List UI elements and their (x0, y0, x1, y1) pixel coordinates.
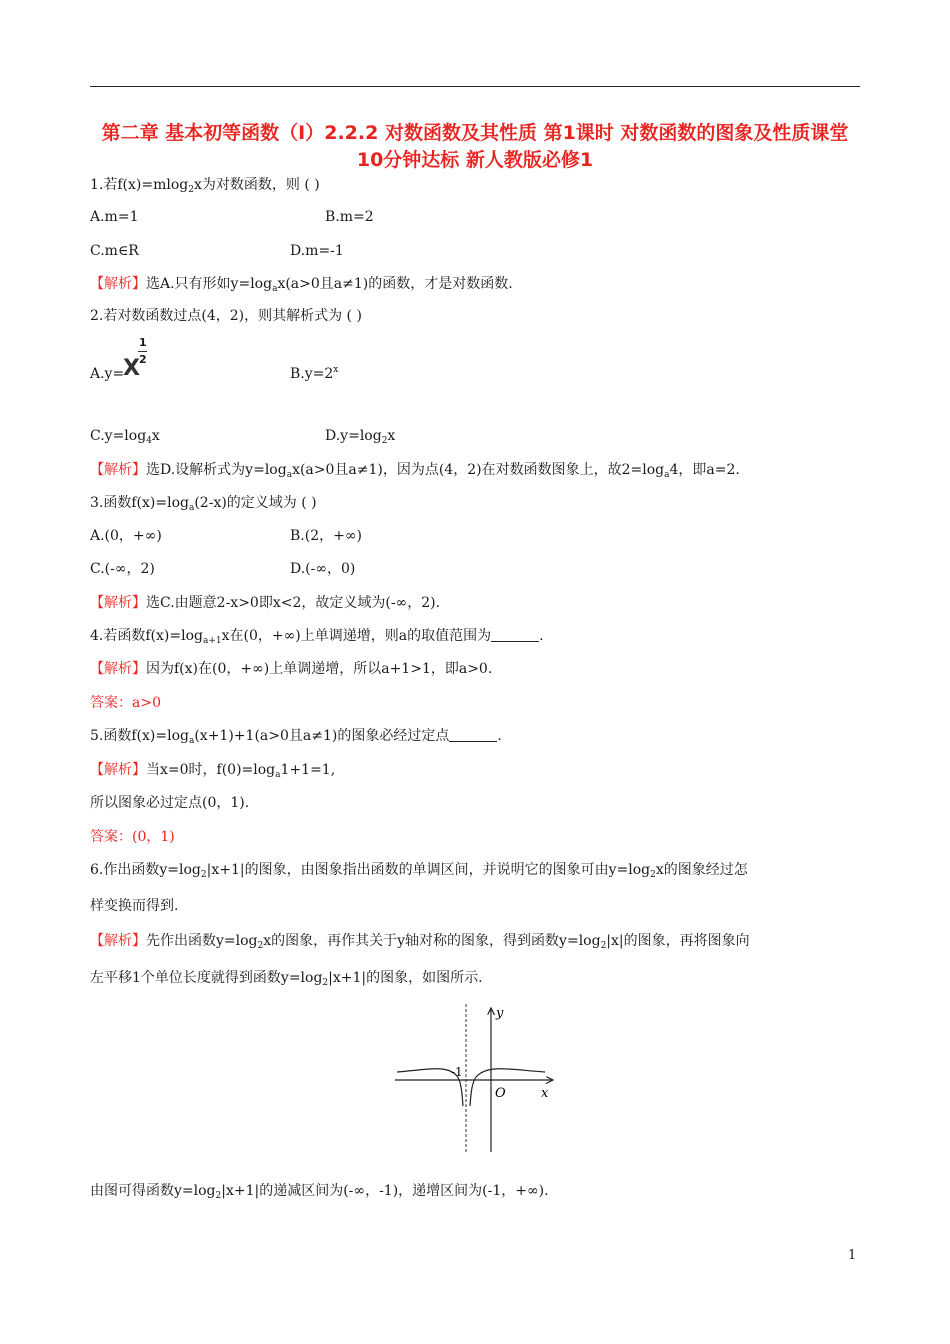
q1-solution: 【解析】选A.只有形如$y=\log_ax(a>0$且a≠1)的函数，才是对数函数. (90, 276, 513, 294)
q6-solution: 【解析】先作出函数$y=\log_2x$的图象，再作其关于y轴对称的图象，得到函数$y=\log_2|x|$的图象，再将图象向 (90, 933, 750, 951)
q1-option-b: B.m=2 (325, 209, 374, 225)
q5-answer: 答案：(0，1) (90, 829, 175, 845)
q2-option-b: $B.y=2^x$ (290, 365, 339, 382)
document-title: 第二章 基本初等函数（I）2.2.2 对数函数及其性质 第1课时 对数函数的图象及性质课堂10分钟达标 新人教版必修1 (101, 122, 849, 171)
analysis-tag: 【解析】 (90, 595, 146, 611)
q4-stem: 4.若函数$f(x)=\log_{a+1}x$在(0，+∞)上单调递增，则a的取值范围为 . (90, 628, 544, 646)
analysis-tag: 【解析】 (90, 661, 146, 677)
q2-option-a-prefix: A.y= (90, 366, 125, 382)
origin-label: O (495, 1086, 506, 1101)
q3-option-c: C.(-∞，2) (90, 561, 155, 577)
analysis-tag: 【解析】 (90, 933, 146, 949)
analysis-tag: 【解析】 (90, 276, 146, 292)
q1-option-a: A.m=1 (90, 209, 139, 225)
q2-stem: 2.若对数函数过点(4，2)，则其解析式为 ( ) (90, 308, 362, 324)
q6-solution-line2: 左平移1个单位长度就得到函数$y=\log_2|x+1|$的图象，如图所示. (90, 970, 483, 988)
answer-blank (491, 629, 539, 642)
q1-option-d: D.m=-1 (290, 243, 344, 259)
answer-blank (449, 729, 497, 742)
q2-option-c: $C.y=\log_4x$ (90, 428, 160, 446)
q2-solution: 【解析】选D.设解析式为$y=\log_ax(a>0$且a≠1)，因为点(4，2)在对数函数图象上，故$2=\log_a4$，即a=2. (90, 462, 740, 480)
q6-stem: 6.作出函数$y=\log_2|x+1|$的图象，由图象指出函数的单调区间，并说明它的图象可由$y=\log_2x$的图象经过怎 (90, 862, 748, 880)
q3-option-d: D.(-∞，0) (290, 561, 356, 577)
q4-solution: 【解析】因为f(x)在(0，+∞)上单调递增，所以a+1>1，即a>0. (90, 661, 493, 677)
q2-option-d: $D.y=\log_2x$ (325, 428, 396, 446)
q6-conclusion: 由图可得函数$y=\log_2|x+1|$的递减区间为(-∞，-1)，递增区间为(-1，+∞). (90, 1183, 549, 1201)
minus-one-label: -1 (451, 1065, 463, 1079)
q3-solution: 【解析】选C.由题意2-x>0即x<2，故定义域为(-∞，2). (90, 595, 441, 611)
q3-stem: 3.函数$f(x)=\log_a(2-x)$的定义域为 ( ) (90, 495, 317, 513)
analysis-tag: 【解析】 (90, 462, 146, 478)
q5-solution-line2: 所以图象必过定点(0，1). (90, 795, 250, 811)
q1-stem: 1.若f(x)=mlog$_2$x为对数函数，则 ( ) (90, 177, 320, 195)
q5-stem: 5.函数$f(x)=\log_a(x+1)+1(a>0$且a≠1)的图象必经过定点 . (90, 728, 502, 746)
right-branch-curve (470, 1069, 545, 1106)
header-rule (90, 86, 860, 87)
y-axis-label: y (496, 1006, 504, 1021)
x-axis-label: x (541, 1086, 549, 1101)
log-abs-graph (395, 1004, 565, 1154)
q3-option-a: A.(0，+∞) (90, 528, 162, 544)
q3-option-b: B.(2，+∞) (290, 528, 362, 544)
q5-solution: 【解析】当x=0时，$f(0)=\log_a1+1=1$, (90, 762, 336, 780)
q1-option-c: C.m∈R (90, 243, 139, 259)
q6-stem-line2: 样变换而得到. (90, 898, 179, 914)
q4-answer: 答案：a>0 (90, 695, 161, 711)
analysis-tag: 【解析】 (90, 762, 146, 778)
page-number: 1 (848, 1248, 857, 1263)
